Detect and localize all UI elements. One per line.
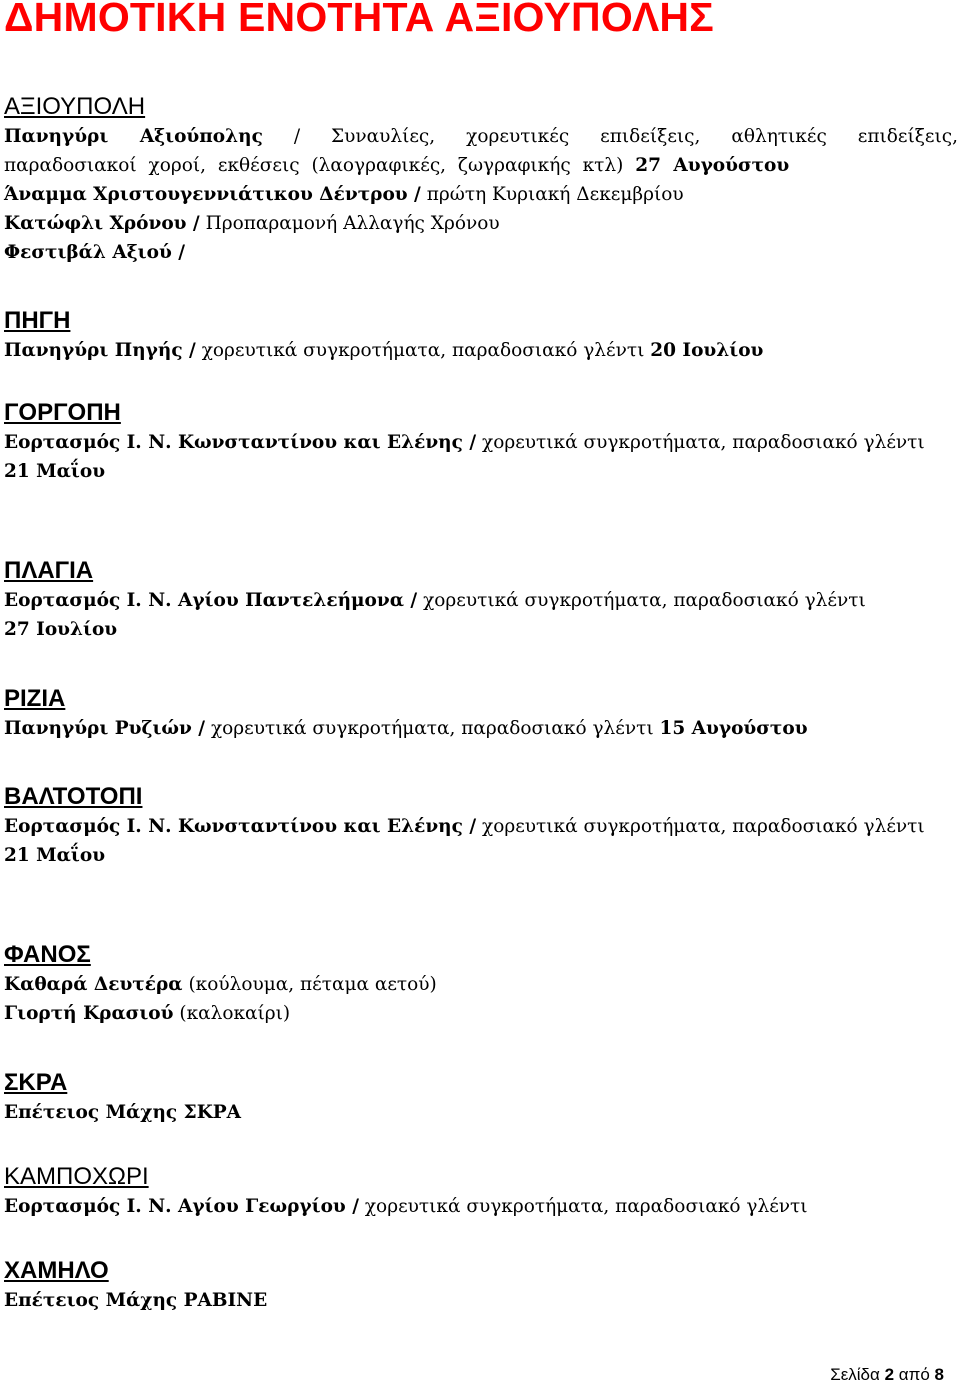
- event-entry: [4, 209, 958, 238]
- event-name: Πανηγύρι Πηγής /: [4, 340, 196, 361]
- event-name: Πανηγύρι Ρυζιών /: [4, 718, 206, 739]
- section-heading: ΚΑΜΠΟΧΩΡΙ: [4, 1163, 149, 1190]
- event-description: (κούλουμα, πέταμα αετού): [188, 974, 437, 995]
- event-date: 20 Ιουλίου: [650, 340, 764, 361]
- event-description: χορευτικά συγκροτήματα, παραδοσιακό γλέντι: [423, 590, 866, 611]
- section-pigi: [4, 306, 958, 365]
- event-date-line: [4, 457, 958, 486]
- section-gorgopi: [4, 398, 958, 486]
- event-date-line: [4, 615, 958, 644]
- section-heading: ΓΟΡΓΟΠΗ: [4, 399, 121, 426]
- event-description: χορευτικά συγκροτήματα, παραδοσιακό γλέντι: [481, 432, 925, 453]
- event-name: Επέτειος Μάχης ΡΑΒΙΝΕ: [4, 1290, 268, 1311]
- event-description: Προπαραμονή Αλλαγής Χρόνου: [205, 213, 500, 234]
- page-of-label: από: [898, 1365, 930, 1384]
- event-entry: [4, 812, 958, 841]
- event-entry: [4, 1286, 958, 1315]
- event-entry: [4, 970, 958, 999]
- event-date: 27 Αυγούστου: [635, 155, 790, 176]
- section-kampochori: [4, 1162, 958, 1221]
- event-entry: [4, 1098, 958, 1127]
- event-date: 21 Μαΐου: [4, 461, 106, 482]
- event-entry: [4, 1192, 958, 1221]
- page-title: ΔΗΜΟΤΙΚΗ ΕΝΟΤΗΤΑ ΑΞΙΟΥΠΟΛΗΣ: [4, 0, 714, 40]
- section-heading: ΠΛΑΓΙΑ: [4, 557, 94, 584]
- event-name: Επέτειος Μάχης ΣΚΡΑ: [4, 1102, 242, 1123]
- section-chamilo: [4, 1256, 958, 1315]
- event-description: χορευτικά συγκροτήματα, παραδοσιακό γλέντι: [201, 340, 645, 361]
- section-heading: ΣΚΡΑ: [4, 1069, 68, 1096]
- event-description: πρώτη Κυριακή Δεκεμβρίου: [426, 184, 684, 205]
- event-entry: [4, 336, 958, 365]
- event-date: 27 Ιουλίου: [4, 619, 118, 640]
- event-name: Πανηγύρι Αξιούπολης: [4, 126, 263, 147]
- current-page: 2: [884, 1365, 895, 1384]
- event-entry: [4, 238, 958, 267]
- section-heading: ΡΙΖΙΑ: [4, 685, 66, 712]
- event-description: χορευτικά συγκροτήματα, παραδοσιακό γλέντι: [210, 718, 654, 739]
- event-description: Συναυλίες, χορευτικές επιδείξεις, αθλητικές επιδείξεις, παραδοσιακοί χοροί, εκθέσεις (λαογραφικές, ζωγραφικής κτλ): [4, 126, 959, 176]
- event-description: χορευτικά συγκροτήματα, παραδοσιακό γλέντι: [481, 816, 925, 837]
- separator: /: [293, 126, 301, 147]
- page-number: [830, 1365, 944, 1385]
- event-name: Εορτασμός Ι. Ν. Αγίου Γεωργίου /: [4, 1196, 359, 1217]
- event-name: Εορτασμός Ι. Ν. Αγίου Παντελεήμονα /: [4, 590, 418, 611]
- event-entry: [4, 714, 958, 743]
- event-entry: [4, 428, 958, 457]
- event-name: Φεστιβάλ Αξιού /: [4, 242, 185, 263]
- event-entry: [4, 122, 958, 180]
- section-rizia: [4, 684, 958, 743]
- event-description: (καλοκαίρι): [179, 1003, 291, 1024]
- section-plagia: [4, 556, 958, 644]
- event-description: χορευτικά συγκροτήματα, παραδοσιακό γλέντι: [364, 1196, 808, 1217]
- section-valtotopi: [4, 782, 958, 870]
- event-entry: [4, 180, 958, 209]
- page-label: Σελίδα: [830, 1365, 880, 1384]
- event-entry: [4, 586, 958, 615]
- section-heading: ΠΗΓΗ: [4, 307, 71, 334]
- event-name: Εορτασμός Ι. Ν. Κωνσταντίνου και Ελένης /: [4, 432, 477, 453]
- event-date: 21 Μαΐου: [4, 845, 106, 866]
- section-fanos: [4, 940, 958, 1028]
- event-entry: [4, 999, 958, 1028]
- section-skra: [4, 1068, 958, 1127]
- section-heading: ΧΑΜΗΛΟ: [4, 1257, 109, 1284]
- total-pages: 8: [934, 1365, 944, 1384]
- section-heading: ΦΑΝΟΣ: [4, 941, 91, 968]
- event-name: Γιορτή Κρασιού: [4, 1003, 174, 1024]
- event-name: Κατώφλι Χρόνου /: [4, 213, 200, 234]
- section-axioupoli: [4, 92, 958, 267]
- event-name: Άναμμα Χριστουγεννιάτικου Δέντρου /: [4, 184, 421, 205]
- section-heading: ΑΞΙΟΥΠΟΛΗ: [4, 93, 146, 120]
- section-heading: ΒΑΛΤΟΤΟΠΙ: [4, 783, 143, 810]
- event-date: 15 Αυγούστου: [659, 718, 808, 739]
- event-date-line: [4, 841, 958, 870]
- event-name: Εορτασμός Ι. Ν. Κωνσταντίνου και Ελένης /: [4, 816, 477, 837]
- event-name: Καθαρά Δευτέρα: [4, 974, 183, 995]
